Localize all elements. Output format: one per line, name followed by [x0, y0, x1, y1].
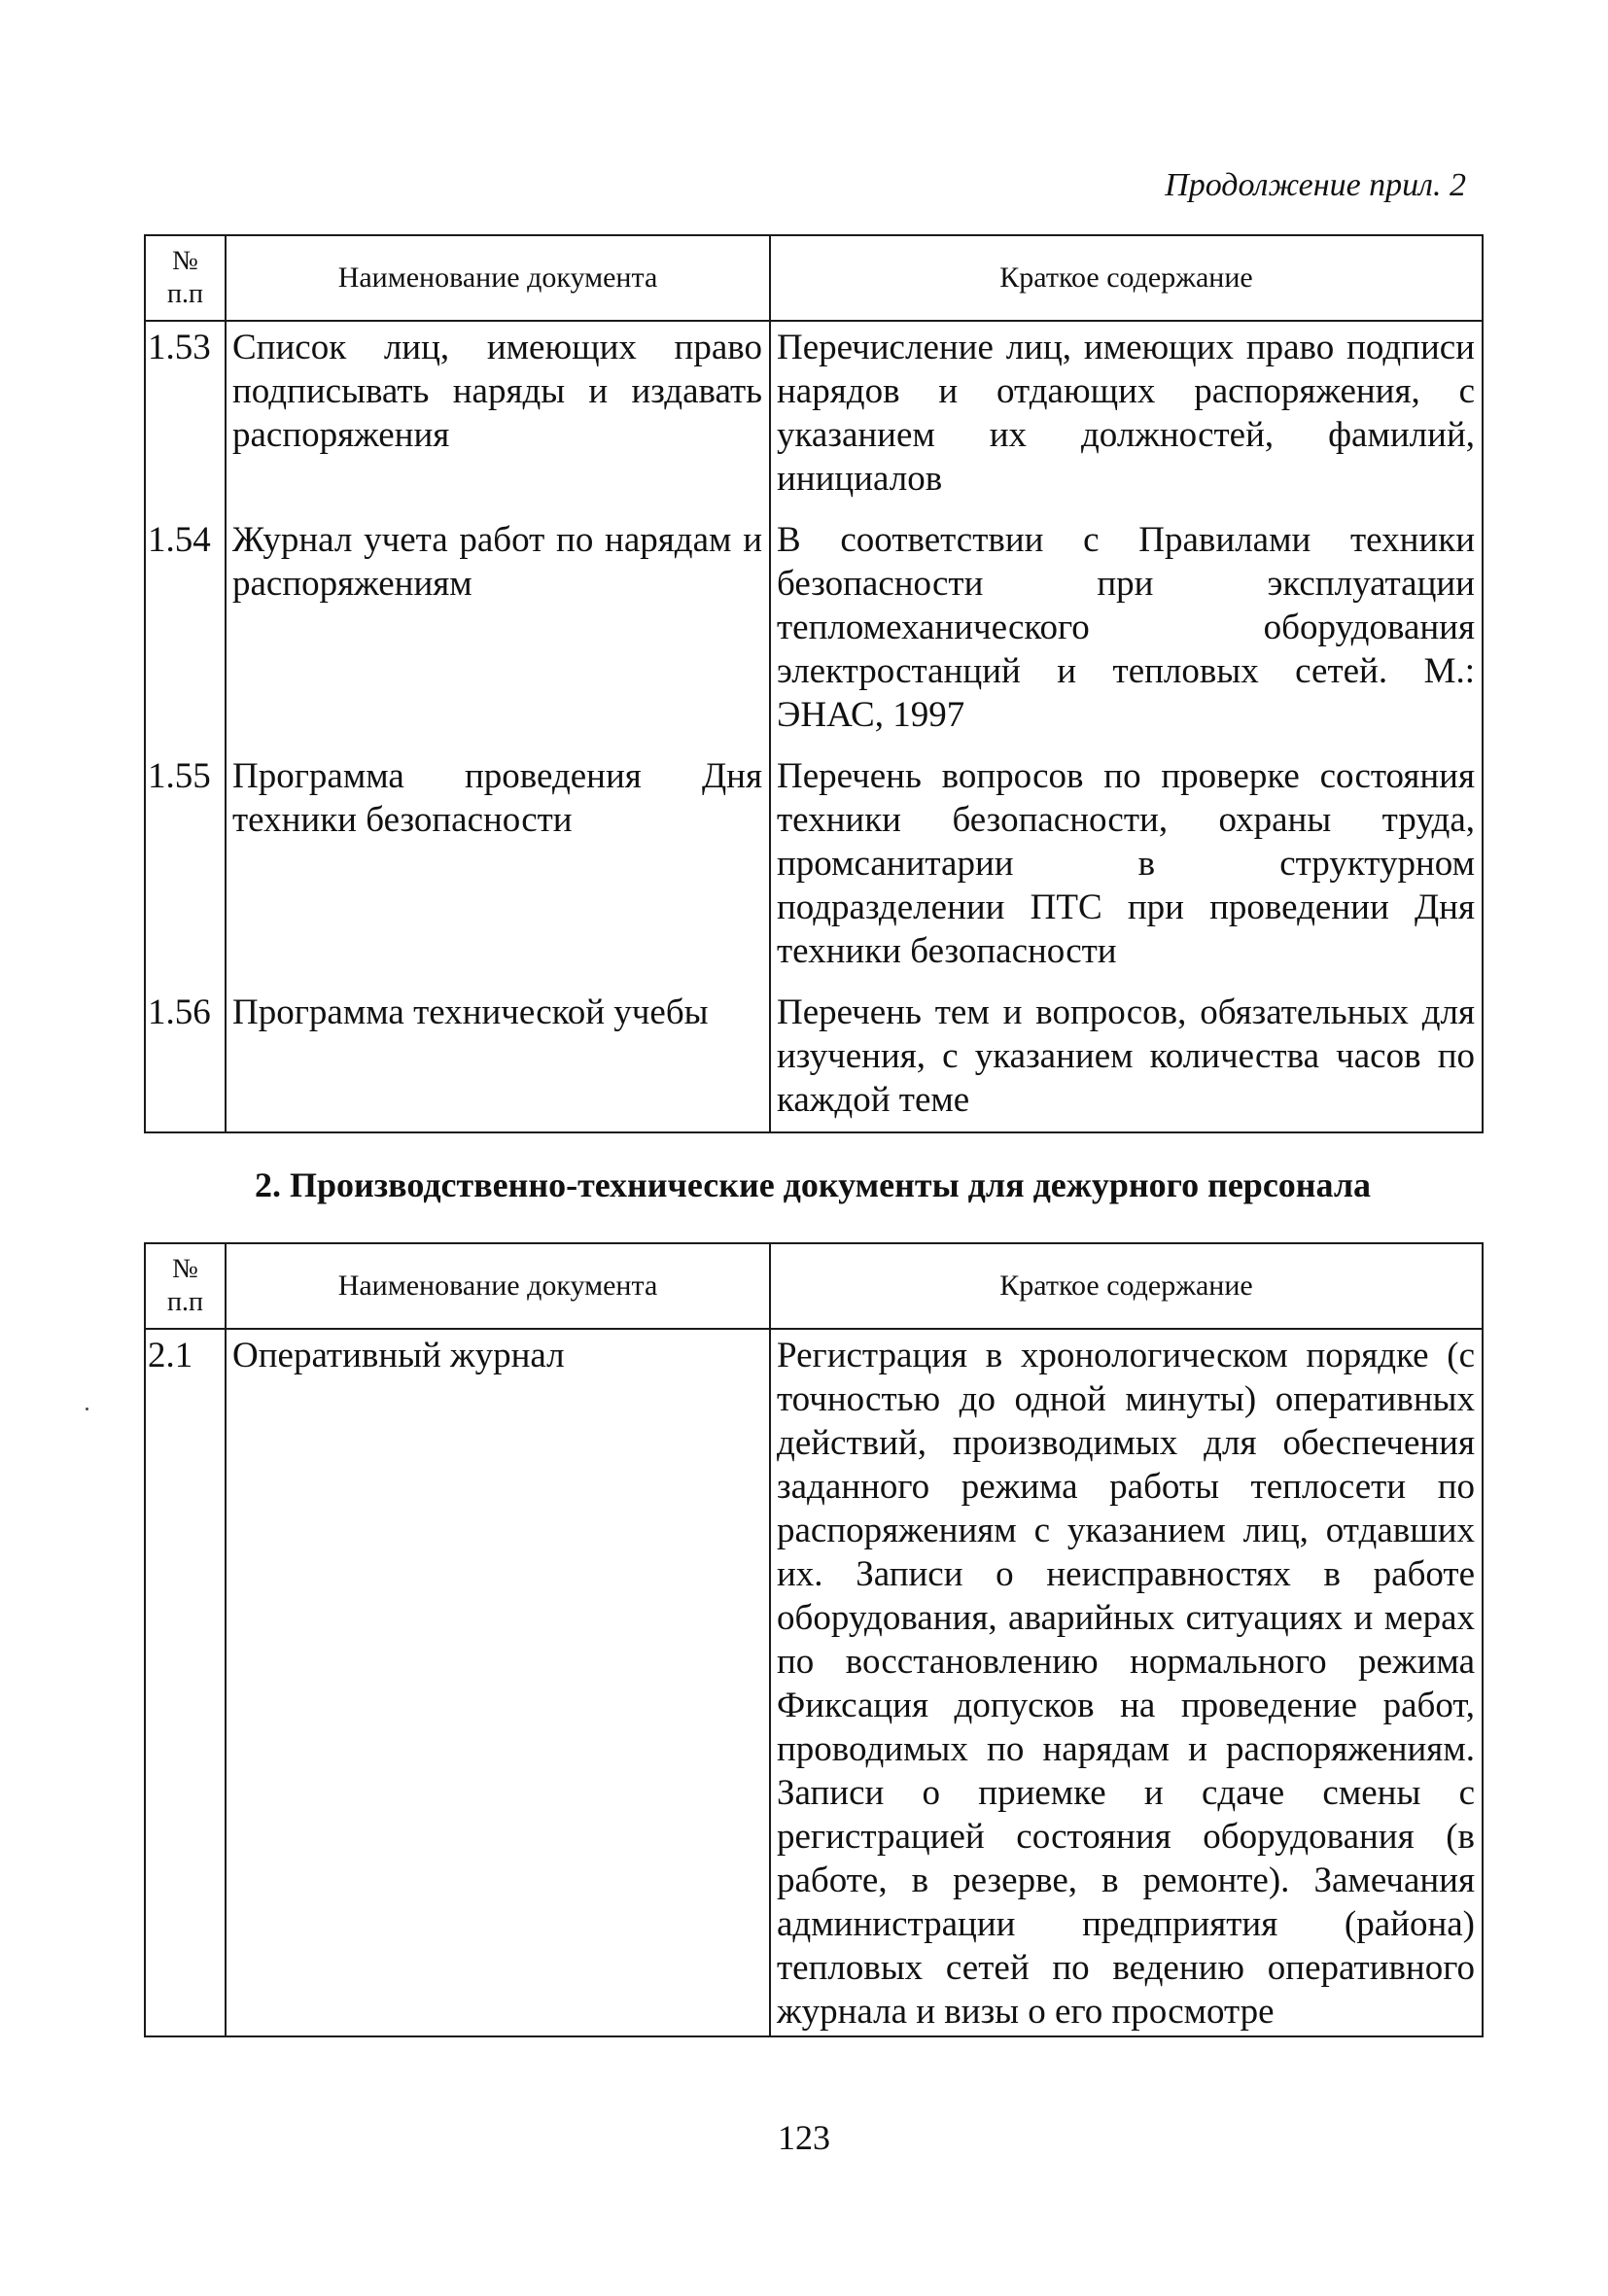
continuation-label: Продолжение прил. 2: [1165, 167, 1466, 203]
document-summary: Перечень вопросов по проверке состояния техники безопасности, охраны труда, промсанитарии в структурном подразделении ПТС при проведении Дня техники безопасности: [770, 737, 1483, 973]
documents-table-2: [144, 1242, 1484, 2037]
table-header-row: [145, 235, 1483, 321]
page-number: 123: [778, 2118, 830, 2157]
document-summary: Регистрация в хронологическом порядке (с точностью до одной минуты) оперативных действий, производимых для обеспечения заданного режима работы теплосети по распоряжениям с указанием лиц, отдавших их. Записи о неисправностях в работе оборудования, аварийных ситуациях и мерах по восстановлению нормального режима Фиксация допусков на проведение работ, проводимых по нарядам и распоряжениям. Записи о приемке и сдаче смены с регистрацией состояния оборудования (в работе, в резерве, в ремонте). Замечания администрации предприятия (района) тепловых сетей по ведению оперативного журнала и визы о его просмотре: [770, 1329, 1483, 2036]
table-row: [145, 501, 1483, 737]
header-number: № п.п: [145, 235, 226, 321]
document-name: Программа технической учебы: [226, 973, 770, 1132]
row-number: 1.53: [145, 321, 226, 501]
row-number: 1.56: [145, 973, 226, 1132]
header-summary: Краткое содержание: [770, 1243, 1483, 1329]
table-row: [145, 973, 1483, 1132]
row-number: 2.1: [145, 1329, 226, 2036]
row-number: 1.54: [145, 501, 226, 737]
scan-speck: [86, 1408, 88, 1410]
section-2-title: 2. Производственно-технические документы для дежурного персонала: [254, 1165, 1372, 1204]
table-row: [145, 1329, 1483, 2036]
document-name: Журнал учета работ по нарядам и распоряжениям: [226, 501, 770, 737]
document-summary: Перечисление лиц, имеющих право подписи нарядов и отдающих распоряжения, с указанием их должностей, фамилий, инициалов: [770, 321, 1483, 501]
header-summary: Краткое содержание: [770, 235, 1483, 321]
table-row: [145, 321, 1483, 501]
header-document-name: Наименование документа: [226, 235, 770, 321]
document-summary: Перечень тем и вопросов, обязательных для изучения, с указанием количества часов по каждой теме: [770, 973, 1483, 1132]
document-name: Список лиц, имеющих право подписывать наряды и издавать распоряжения: [226, 321, 770, 501]
header-document-name: Наименование документа: [226, 1243, 770, 1329]
row-number: 1.55: [145, 737, 226, 973]
document-name: Программа проведения Дня техники безопасности: [226, 737, 770, 973]
table-row: [145, 737, 1483, 973]
document-summary: В соответствии с Правилами техники безопасности при эксплуатации тепломеханического оборудования электростанций и тепловых сетей. М.: ЭНАС, 1997: [770, 501, 1483, 737]
documents-table-1: [144, 234, 1484, 1133]
document-name: Оперативный журнал: [226, 1329, 770, 2036]
table-header-row: [145, 1243, 1483, 1329]
header-number: № п.п: [145, 1243, 226, 1329]
